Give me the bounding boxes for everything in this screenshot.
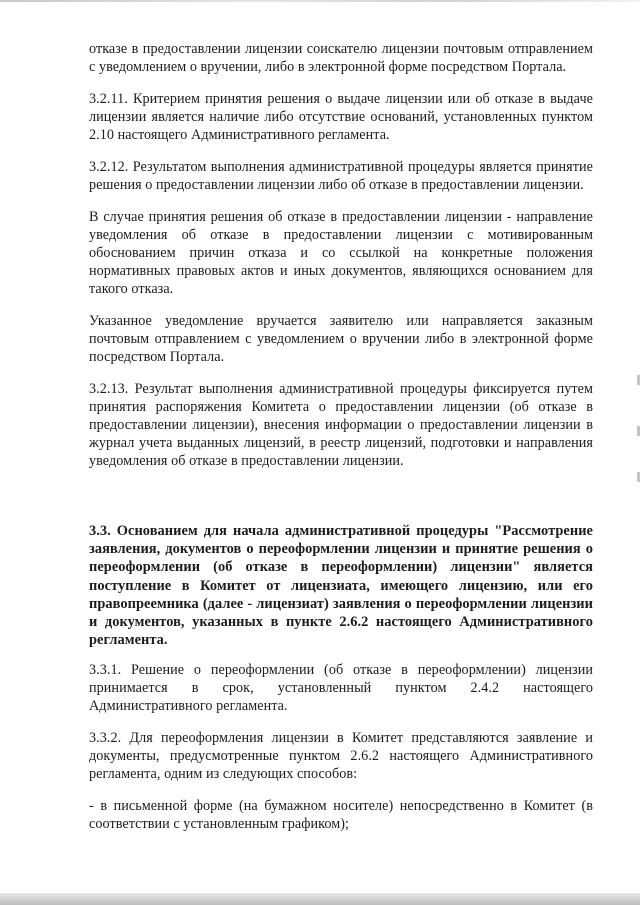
scan-bottom-edge — [0, 893, 640, 905]
paragraph-3-2-13: 3.2.13. Результат выполнения административной процедуры фиксируется путем принятия распоряжения Комитета о предоставлении лицензии (об отказе в предоставлении лицензии), внесения информации о предоставлении лицензии в журнал учета выданных лицензий, в реестр лицензий, подготовки и направления уведомления об отказе в предоставлении лицензии. — [89, 381, 593, 469]
paragraph-notification-delivery: отказе в предоставлении лицензии соискателю лицензии почтовым отправлением с уведомлением о вручении, либо в электронной форме посредством Портала. — [89, 41, 593, 75]
section-3-3-heading: 3.3. Основанием для начала административной процедуры "Рассмотрение заявления, документов о переоформлении лицензии и принятие решения о переоформлении (об отказе в переоформлении) лицензии" является поступление в Комитет от лицензиата, имеющего лицензию, или его правопреемника (далее - лицензиат) заявления о переоформлении лицензии и документов, указанных в пункте 2.6.2 настоящего Административного регламента. — [89, 523, 593, 649]
paragraph-refusal-notice: В случае принятия решения об отказе в предоставлении лицензии - направление уведомления об отказе в предоставлении лицензии с мотивированным обоснованием причин отказа и со ссылкой на конкретные положения нормативных правовых актов и иных документов, являющихся основанием для такого отказа. — [89, 209, 593, 297]
paragraph-3-3-1: 3.3.1. Решение о переоформлении (об отказе в переоформлении) лицензии принимается в срок, установленный пунктом 2.4.2 настоящего Административного регламента. — [89, 662, 593, 715]
document-page — [89, 40, 593, 847]
paragraph-3-2-11: 3.2.11. Критерием принятия решения о выдаче лицензии или об отказе в выдаче лицензии является наличие либо отсутствие оснований, установленных пунктом 2.10 настоящего Административного регламента. — [89, 91, 593, 143]
scan-top-edge — [0, 0, 640, 2]
section-gap — [89, 484, 593, 522]
paragraph-notice-delivery: Указанное уведомление вручается заявителю или направляется заказным почтовым отправлением с уведомлением о вручении либо в электронной форме посредством Портала. — [89, 313, 593, 365]
paragraph-3-2-12: 3.2.12. Результатом выполнения административной процедуры является принятие решения о предоставлении лицензии либо об отказе в предоставлении лицензии. — [89, 159, 593, 193]
paragraph-3-3-2: 3.3.2. Для переоформления лицензии в Комитет представляются заявление и документы, предусмотренные пунктом 2.6.2 настоящего Административного регламента, одним из следующих способов: — [89, 730, 593, 783]
list-item-paper-form: - в письменной форме (на бумажном носителе) непосредственно в Комитет (в соответствии с установленным графиком); — [89, 798, 593, 833]
